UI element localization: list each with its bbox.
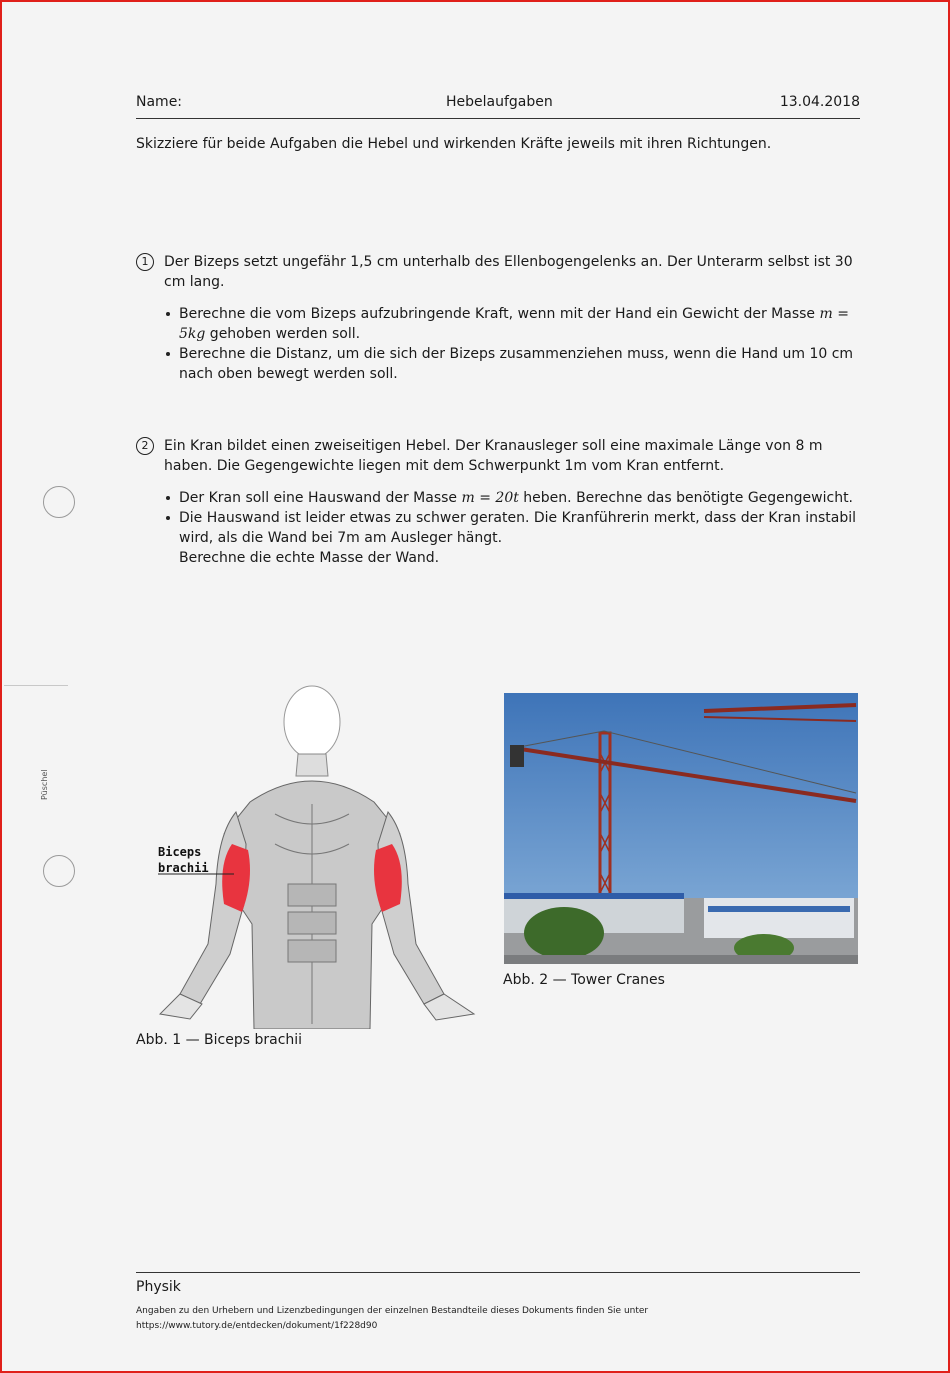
punch-hole xyxy=(43,855,75,887)
page-header xyxy=(136,92,860,119)
task-bullets xyxy=(179,304,860,384)
figure-label-line2: brachii xyxy=(158,861,209,875)
worksheet-title: Hebelaufgaben xyxy=(446,94,553,110)
punch-hole xyxy=(43,486,75,518)
figure-2-caption: Abb. 2 — Tower Cranes xyxy=(503,972,665,988)
footer-note: Angaben zu den Urhebern und Lizenzbedingungen der einzelnen Bestandteile dieses Dokuments finden Sie unter https://www.tutory.de/entdecken/dokument/1f228d90 xyxy=(136,1304,648,1334)
fold-mark xyxy=(4,685,68,686)
task-1 xyxy=(136,252,860,384)
name-label: Name: xyxy=(136,94,183,110)
list-item: Der Kran soll eine Hauswand der Masse m = 20t heben. Berechne das benötigte Gegengewicht. xyxy=(179,488,860,508)
math-expression: m = 5kg xyxy=(179,306,849,342)
source-link[interactable]: https://www.tutory.de/entdecken/dokument/1f228d90 xyxy=(136,1321,378,1331)
task-text: Der Bizeps setzt ungefähr 1,5 cm unterhalb des Ellenbogengelenks an. Der Unterarm selbst ist 30 cm lang. xyxy=(164,254,853,290)
task-bullets xyxy=(179,488,860,568)
biceps-illustration xyxy=(150,684,480,1029)
task-number: 1 xyxy=(136,253,154,271)
list-item: Die Hauswand ist leider etwas zu schwer geraten. Die Kranführerin merkt, dass der Kran instabil wird, als die Wand bei 7m am Ausleger hängt. Berechne die echte Masse der Wand. xyxy=(179,508,860,568)
task-number: 2 xyxy=(136,437,154,455)
figure-1-caption: Abb. 1 — Biceps brachii xyxy=(136,1032,303,1048)
list-item: Berechne die vom Bizeps aufzubringende Kraft, wenn mit der Hand ein Gewicht der Masse m = 5kg gehoben werden soll. xyxy=(179,304,860,344)
footer-divider xyxy=(136,1272,860,1273)
footer-subject: Physik xyxy=(136,1279,181,1295)
task-2 xyxy=(136,436,860,568)
intro-text: Skizziere für beide Aufgaben die Hebel und wirkenden Kräfte jeweils mit ihren Richtungen. xyxy=(136,136,772,152)
math-expression: m = 20t xyxy=(461,490,519,506)
figure-label-line1: Biceps xyxy=(158,845,202,859)
crane-photo xyxy=(504,693,858,964)
task-text: Ein Kran bildet einen zweiseitigen Hebel. Der Kranausleger soll eine maximale Länge von 8 m haben. Die Gegengewichte liegen mit dem Schwerpunkt 1m vom Kran entfernt. xyxy=(164,438,823,474)
worksheet-date: 13.04.2018 xyxy=(779,94,860,110)
list-item: Berechne die Distanz, um die sich der Bizeps zusammenziehen muss, wenn die Hand um 10 cm nach oben bewegt werden soll. xyxy=(179,344,860,384)
side-label: Püschel xyxy=(40,769,49,800)
